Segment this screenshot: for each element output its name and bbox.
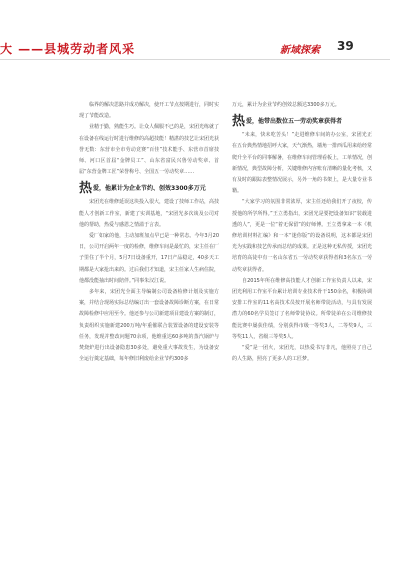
article-paragraph: “大家学习的氛围非常浓厚，宋主任还给我们开了夜校，传授他的所学所得。”王立勇指出，宋团光是要把设备知识“装载进透的人”，更是一位“着无保留”的好师傅。王立勇拿来一本《机修培训材料汇编》和一本“迷你版”的设备说明，这本都是宋团光为实践和技艺传承而总结的成果。正是这种无私传授，宋团光培育的高徒中有一名山东省五一劳动奖章获得者和3名东五一劳动奖章获得者。 xyxy=(232,199,373,273)
section-heading xyxy=(232,114,372,130)
article-paragraph: 爱厂如家的他，主动加班加点早已是一种常态。今年3月20日，公司开启两年一度的检修，维修车间是最忙的，宋主任在厂子里住了半个月，5月7日设备重开，17日产品稳定，40多天工期都是大家抢出来的。过后我们才知道，宋主任家人生病住院，他都没能抽出时间陪伴。”同事朱汉江说。 xyxy=(79,233,220,284)
column-kicker: 大 ——县城劳动者风采 xyxy=(0,42,136,56)
article-paragraph: 业精于勤，熟能生巧。让众人佩服不已的是，宋团光练就了在设备在线运行时进行维修的高超技能！精湛的技艺让宋团光获誉无数：东营市全市劳动竞赛“百佳”技术能手、东营市首席技师、河口区首届“金牌员工”、山东省富民兴鲁劳动奖章、首届“东营金牌工匠”荣誉称号、全国五一劳动奖章…… xyxy=(79,124,220,176)
page-header xyxy=(0,0,400,60)
heading-text: 爱，他累计为企业节约、创效3300多万元 xyxy=(93,185,206,193)
right-column xyxy=(232,100,372,365)
left-column xyxy=(79,100,219,365)
article-paragraph: 临界的解决思路并成功解决，使开工节点按期进行，同时实现了节能改造。 xyxy=(79,102,220,120)
heading-initial: 热 xyxy=(232,114,246,130)
article-paragraph: 多年来，宋团光全面主导编制公司设备检修计划及实施方案，并结合现场实际总结编订出一套设备故障诊断方案，在日常故障检修中应用至今。他还参与公司新建项目建设方案的制订，负责组织实施新建200万吨/年重催联合装置设备的建设安装等任务，发现并整改问题70余项，他维重达60多吨的蒸汽锅炉与焚烧炉进行出设备隐患30多处，避免重大事故发生，为设备安全运行奠定基础，每年修旧利废给企业节约300多 xyxy=(79,289,220,363)
heading-text: 爱，他带出数位五一劳动奖章获得者 xyxy=(246,118,343,126)
section-tag: 新域探索 xyxy=(280,45,320,56)
article-paragraph: 万元，累计为企业节约创效总额达3300多万元。 xyxy=(232,102,340,108)
page-number: 39 xyxy=(337,39,354,53)
heading-initial: 热 xyxy=(79,181,93,197)
article-paragraph: “爱”是一团火，宋团光，以热爱书写非凡，他照亮了自己的人生路，照亮了更多人的工匠梦。 xyxy=(232,345,372,363)
article-paragraph: 自2015年所在维修高技能人才创新工作室负责人以来，宋团光利用工作室平台累计培训专业技术骨干150余名，积极协调安排工作室的11名高技术员按开展名师带徒活动，与具有发展潜力的60名学员签订了名师带徒协议。所带徒弟在公司维修技能比赛中屡获佳绩，分别获得市级一等奖3人，二等奖9人，三等奖11人，省级三等奖5人。 xyxy=(232,277,372,340)
article-paragraph: “未来，快未吃苦头！”走进维修车间的办公室，宋团光正在五台典热情地招呼大家，天气渐热，墙角一排西瓜用来给经常爬升全平台的同事解暑，在维修车间管理看板上，工单情况，创新情况，典型故障分析，关键维修内容账有清晰的量化考核，又有及时的跟踪表整情况展示，另外一角的书架上，是大量专业书籍。 xyxy=(232,132,373,195)
header-rule xyxy=(0,59,390,60)
article-paragraph: 宋团光在维修延误这块投入很大，建设了技师工作站，高技能人才创新工作室，新建了实训基地，“宋团光多次谈及公司对他的帮助，热爱与感恩之情溢于言表。 xyxy=(79,199,220,228)
section-heading xyxy=(79,181,219,197)
